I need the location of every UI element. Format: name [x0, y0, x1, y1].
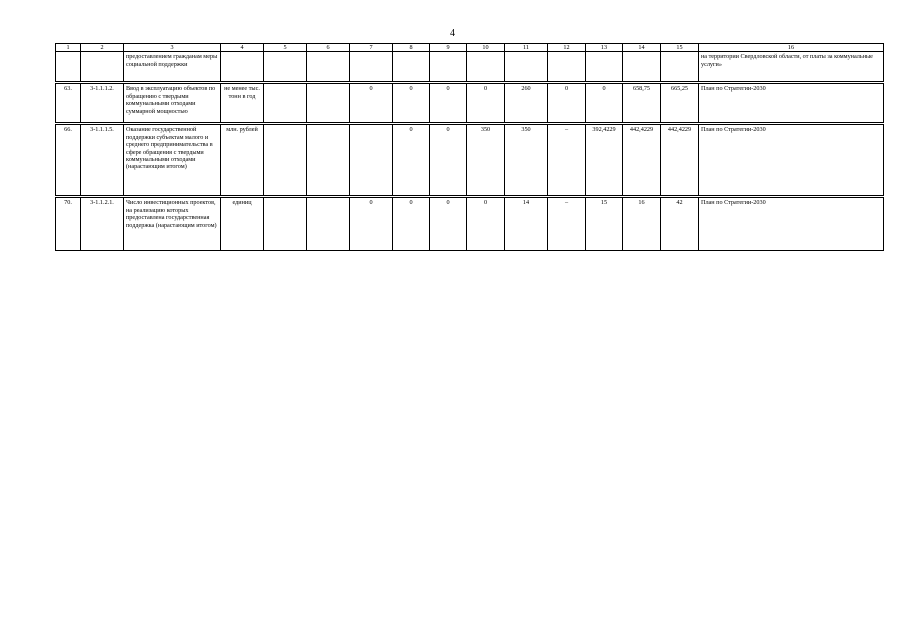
table-row — [56, 198, 884, 251]
value-cell: 0 — [430, 125, 467, 196]
value-cell: 42 — [661, 198, 699, 251]
value-cell: 392,4229 — [586, 125, 623, 196]
source-cell: План по Стратегии-2030 — [699, 125, 884, 196]
source-cell: План по Стратегии-2030 — [699, 198, 884, 251]
indicator-name-cell: Число инвестиционных проектов, на реализацию которых предоставлена государственная поддержка (нарастающим итогом) — [124, 198, 221, 251]
value-cell — [264, 198, 307, 251]
value-cell: 658,75 — [623, 84, 661, 123]
column-header: 3 — [124, 44, 221, 52]
column-header: 9 — [430, 44, 467, 52]
value-cell: 0 — [393, 198, 430, 251]
column-header: 16 — [699, 44, 884, 52]
continuation-row — [56, 52, 884, 82]
value-cell: 442,4229 — [623, 125, 661, 196]
value-cell — [264, 84, 307, 123]
column-header: 2 — [81, 44, 124, 52]
column-header: 8 — [393, 44, 430, 52]
page-number: 4 — [450, 28, 455, 39]
source-cell: План по Стратегии-2030 — [699, 84, 884, 123]
value-cell: 350 — [505, 125, 548, 196]
row-number-cell: 66. — [56, 125, 81, 196]
value-cell: 16 — [623, 198, 661, 251]
value-cell: 0 — [467, 84, 505, 123]
header-row — [56, 44, 884, 52]
table-row — [56, 125, 884, 196]
column-header: 10 — [467, 44, 505, 52]
unit-cell: млн. рублей — [221, 125, 264, 196]
value-cell — [264, 125, 307, 196]
value-cell — [307, 125, 350, 196]
value-cell — [350, 125, 393, 196]
column-header: 11 — [505, 44, 548, 52]
value-cell: 260 — [505, 84, 548, 123]
source-cell: на территории Свердловской области, от платы за коммунальные услуги» — [699, 52, 884, 82]
value-cell: 0 — [548, 84, 586, 123]
value-cell: 14 — [505, 198, 548, 251]
value-cell: – — [548, 125, 586, 196]
indicator-name-cell: предоставлением гражданам меры социальной поддержки — [124, 52, 221, 82]
value-cell: 15 — [586, 198, 623, 251]
column-header: 12 — [548, 44, 586, 52]
value-cell: 665,25 — [661, 84, 699, 123]
value-cell: 0 — [350, 84, 393, 123]
value-cell: 0 — [586, 84, 623, 123]
value-cell: 0 — [467, 198, 505, 251]
column-header: 13 — [586, 44, 623, 52]
value-cell: 0 — [393, 84, 430, 123]
column-header: 5 — [264, 44, 307, 52]
row-number-cell: 63. — [56, 84, 81, 123]
indicator-name-cell: Оказание государственной поддержки субъектам малого и среднего предпринимательства в сфере обращения с твердыми коммунальными отходами (нарастающим итогом) — [124, 125, 221, 196]
value-cell: 0 — [350, 198, 393, 251]
value-cell: 0 — [430, 198, 467, 251]
value-cell: 350 — [467, 125, 505, 196]
value-cell: 442,4229 — [661, 125, 699, 196]
column-header: 6 — [307, 44, 350, 52]
row-number-cell: 70. — [56, 198, 81, 251]
column-header: 4 — [221, 44, 264, 52]
column-header: 7 — [350, 44, 393, 52]
code-cell: 3-1.1.1.2. — [81, 84, 124, 123]
column-header: 14 — [623, 44, 661, 52]
indicator-name-cell: Ввод в эксплуатацию объектов по обращению с твердыми коммунальными отходами суммарной мощностью — [124, 84, 221, 123]
unit-cell: не менее тыс. тонн в год — [221, 84, 264, 123]
code-cell: 3-1.1.1.5. — [81, 125, 124, 196]
value-cell — [307, 198, 350, 251]
value-cell: – — [548, 198, 586, 251]
value-cell: 0 — [393, 125, 430, 196]
indicators-table — [55, 43, 884, 251]
column-header: 1 — [56, 44, 81, 52]
unit-cell: единиц — [221, 198, 264, 251]
table-row — [56, 84, 884, 123]
value-cell — [307, 84, 350, 123]
value-cell: 0 — [430, 84, 467, 123]
code-cell: 3-1.1.2.1. — [81, 198, 124, 251]
column-header: 15 — [661, 44, 699, 52]
